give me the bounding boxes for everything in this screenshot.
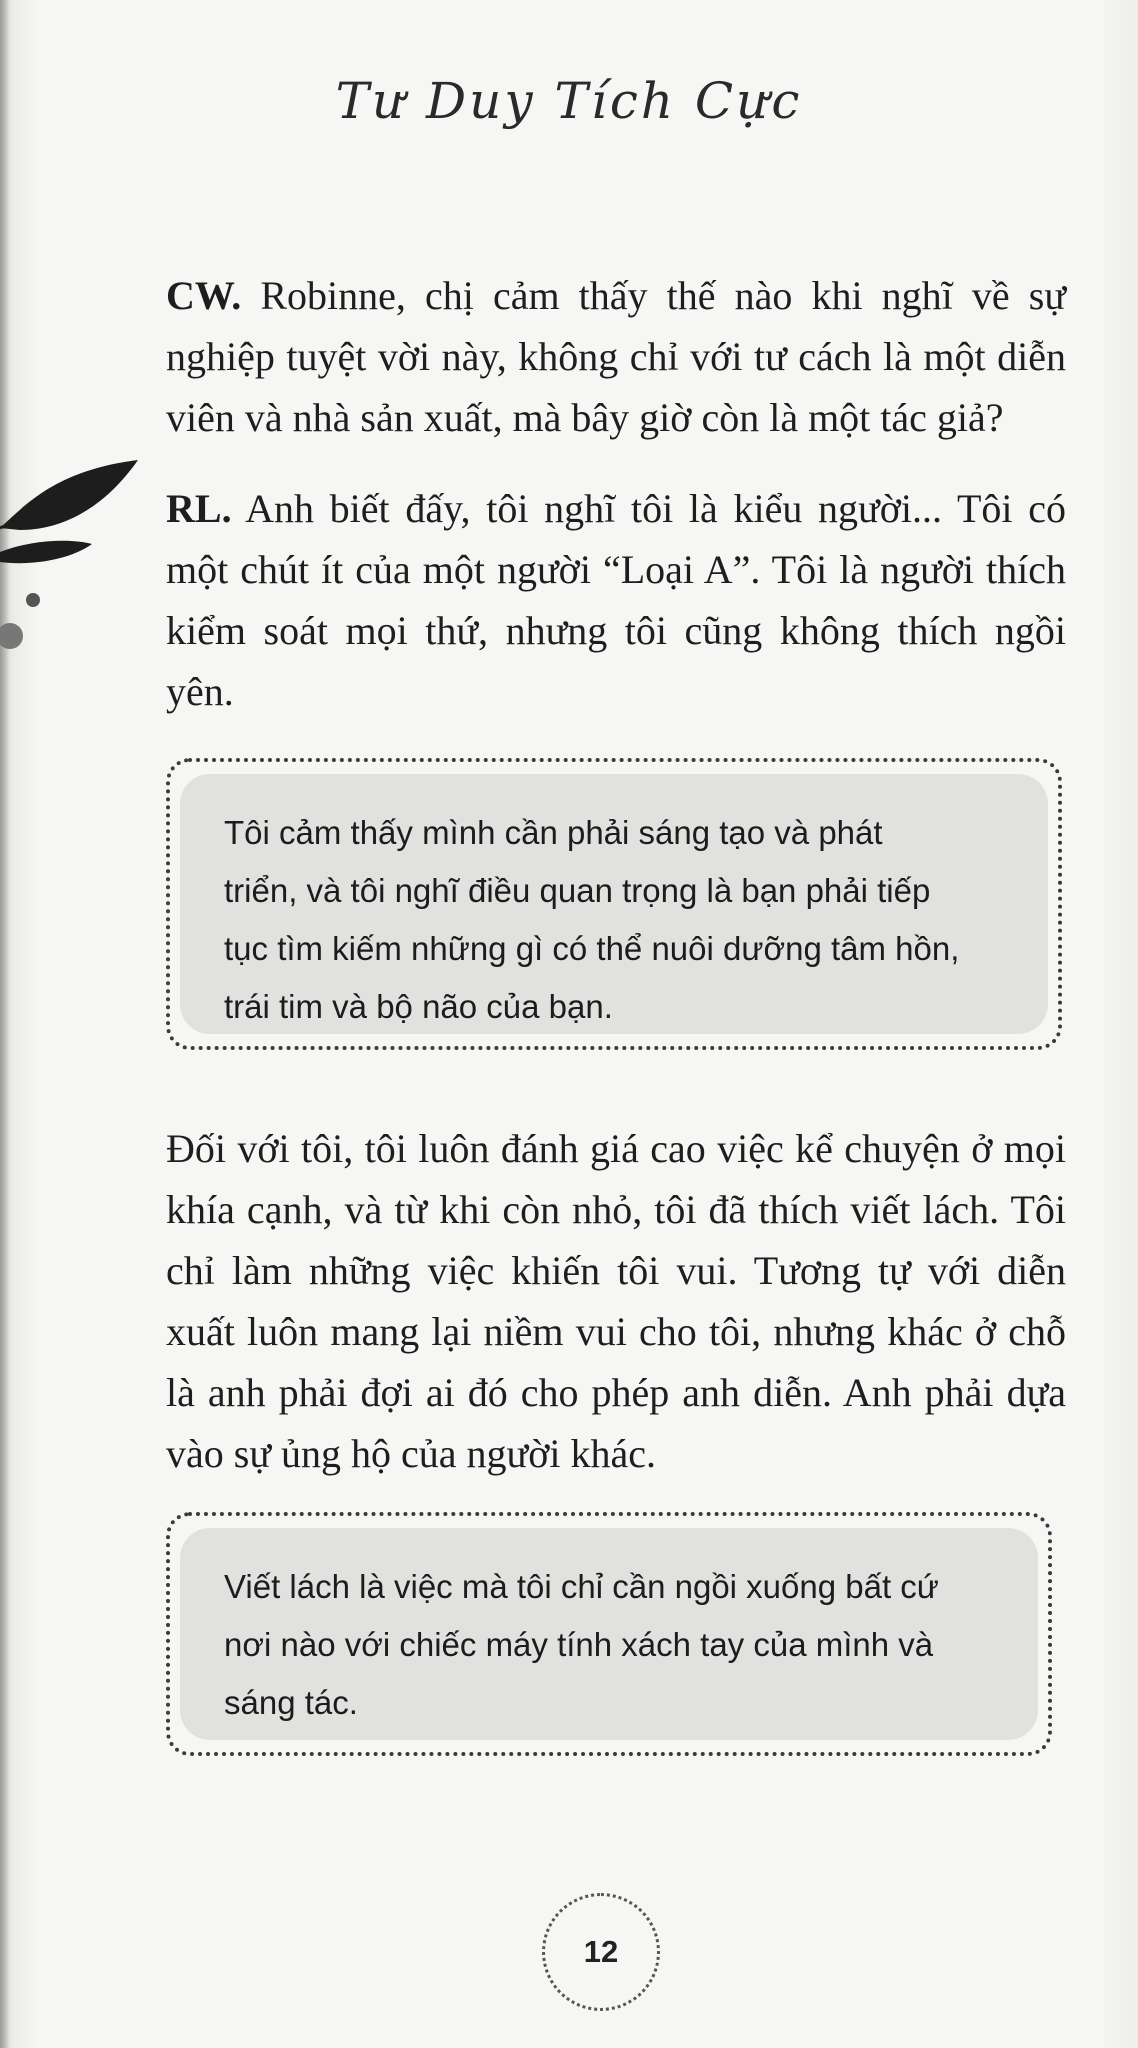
pull-quote-line: Viết lách là việc mà tôi chỉ cần ngồi xuống bất cứ bbox=[224, 1568, 939, 1605]
pull-quote-line: sáng tác. bbox=[224, 1684, 358, 1721]
pull-quote-box bbox=[166, 1512, 1052, 1756]
speaker-label: CW. bbox=[166, 273, 242, 318]
leaf-branch-icon bbox=[0, 440, 150, 670]
pull-quote-line: triển, và tôi nghĩ điều quan trọng là bạn phải tiếp bbox=[224, 872, 931, 909]
pull-quote-line: Tôi cảm thấy mình cần phải sáng tạo và phát bbox=[224, 814, 883, 851]
running-header: Tư Duy Tích Cực bbox=[335, 72, 803, 130]
interview-question bbox=[166, 265, 1066, 448]
speaker-label: RL. bbox=[166, 486, 232, 531]
pull-quote-text bbox=[224, 804, 1018, 1036]
paragraph-text: Anh biết đấy, tôi nghĩ tôi là kiểu người... Tôi có một chút ít của một người “Loại A”. Tôi là người thích kiểm soát mọi thứ, nhưng tôi cũng không thích ngồi yên. bbox=[166, 486, 1066, 714]
paragraph-text: Robinne, chị cảm thấy thế nào khi nghĩ về sự nghiệp tuyệt vời này, không chỉ với tư cách là một diễn viên và nhà sản xuất, mà bây giờ còn là một tác giả? bbox=[166, 273, 1066, 440]
page-number-badge bbox=[542, 1893, 660, 2011]
pull-quote-line: tục tìm kiếm những gì có thể nuôi dưỡng tâm hồn, bbox=[224, 930, 960, 967]
body-paragraph: Đối với tôi, tôi luôn đánh giá cao việc kể chuyện ở mọi khía cạnh, và từ khi còn nhỏ, tôi đã thích viết lách. Tôi chỉ làm những việc khiến tôi vui. Tương tự với diễn xuất luôn mang lại niềm vui cho tôi, nhưng khác ở chỗ là anh phải đợi ai đó cho phép anh diễn. Anh phải dựa vào sự ủng hộ của người khác. bbox=[166, 1126, 1066, 1476]
pull-quote-line: trái tim và bộ não của bạn. bbox=[224, 988, 613, 1025]
interview-answer bbox=[166, 478, 1066, 722]
page-number: 12 bbox=[583, 1934, 619, 1969]
pull-quote-line: nơi nào với chiếc máy tính xách tay của mình và bbox=[224, 1626, 934, 1663]
pull-quote-text bbox=[224, 1558, 1008, 1732]
pull-quote-box bbox=[166, 758, 1062, 1050]
spine-shadow bbox=[0, 0, 10, 2048]
